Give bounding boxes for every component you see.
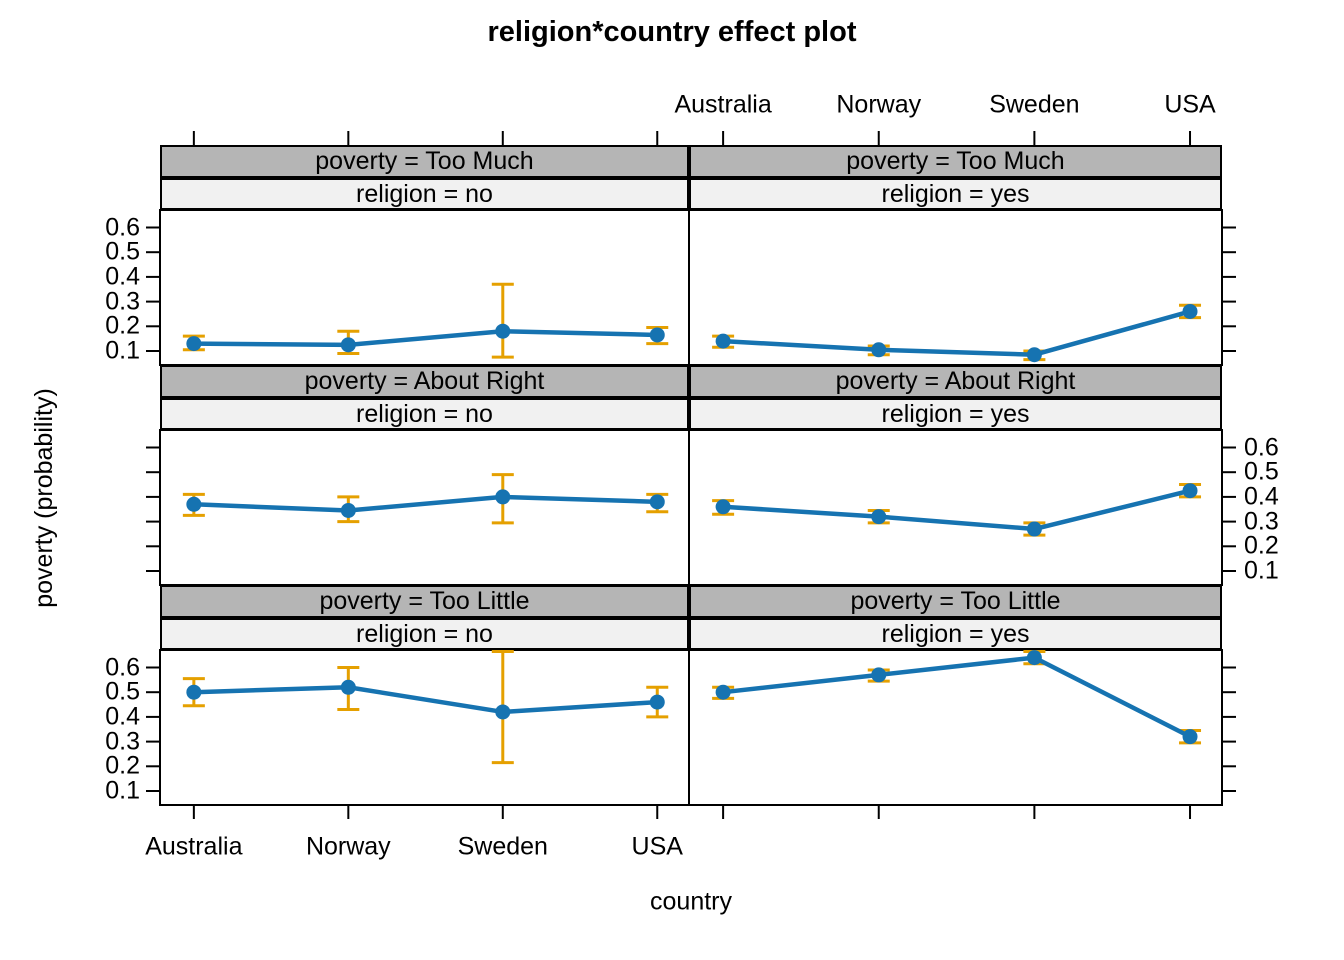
panel-series xyxy=(183,284,668,357)
strip-religion-label: religion = no xyxy=(160,178,689,210)
strip-poverty-label: poverty = Too Much xyxy=(160,145,689,178)
panel-border xyxy=(160,650,689,805)
error-bar xyxy=(492,284,514,357)
y-tick-label: 0.5 xyxy=(1244,457,1279,486)
y-tick-label: 0.2 xyxy=(105,311,140,340)
panel-series xyxy=(712,304,1201,362)
data-point xyxy=(650,494,665,509)
y-tick-label: 0.2 xyxy=(1244,531,1279,560)
y-tick-label: 0.4 xyxy=(1244,482,1279,511)
x-tick-label-top: Sweden xyxy=(989,90,1080,119)
strip-religion-label: religion = yes xyxy=(689,618,1222,650)
x-tick-label-top: Australia xyxy=(674,90,772,119)
panel-border xyxy=(689,650,1222,805)
data-point xyxy=(495,324,510,339)
panel-series xyxy=(712,650,1201,744)
strip-poverty-label: poverty = Too Little xyxy=(160,585,689,618)
panel-series xyxy=(183,651,668,762)
data-point xyxy=(716,499,731,514)
y-tick-label: 0.6 xyxy=(105,213,140,241)
data-point xyxy=(1027,650,1042,665)
x-axis-title: country xyxy=(650,887,732,916)
y-tick-label: 0.5 xyxy=(105,677,140,706)
panel-series xyxy=(712,483,1201,536)
x-tick-label-top: Norway xyxy=(836,90,922,119)
y-tick-label: 0.3 xyxy=(1244,507,1279,536)
data-point xyxy=(1183,483,1198,498)
strip-religion-label: religion = no xyxy=(160,618,689,650)
y-tick-label: 0.3 xyxy=(105,727,140,756)
trend-line xyxy=(723,311,1190,354)
panel-series xyxy=(183,475,668,523)
trend-line xyxy=(723,491,1190,529)
y-tick-label: 0.1 xyxy=(105,776,140,805)
y-tick-label: 0.4 xyxy=(105,702,140,731)
data-point xyxy=(1027,522,1042,537)
data-point xyxy=(1183,729,1198,744)
y-tick-label: 0.2 xyxy=(105,751,140,780)
x-tick-label-bottom: Norway xyxy=(305,832,391,861)
data-point xyxy=(871,342,886,357)
data-point xyxy=(650,327,665,342)
strip-religion-label: religion = no xyxy=(160,398,689,430)
trend-line xyxy=(194,331,657,345)
y-tick-label: 0.1 xyxy=(1244,556,1279,585)
trend-line xyxy=(194,687,657,712)
y-tick-label: 0.5 xyxy=(105,237,140,266)
trend-line xyxy=(723,658,1190,737)
data-point xyxy=(186,336,201,351)
strip-poverty-label: poverty = About Right xyxy=(689,365,1222,398)
y-tick-label: 0.6 xyxy=(105,653,140,681)
data-point xyxy=(716,334,731,349)
y-tick-label: 0.6 xyxy=(1244,433,1279,461)
strip-poverty-label: poverty = Too Much xyxy=(689,145,1222,178)
data-point xyxy=(495,704,510,719)
trend-line xyxy=(194,497,657,511)
data-point xyxy=(1183,304,1198,319)
strip-religion-label: religion = yes xyxy=(689,178,1222,210)
data-point xyxy=(716,685,731,700)
chart-title: religion*country effect plot xyxy=(487,16,857,48)
strip-poverty-label: poverty = Too Little xyxy=(689,585,1222,618)
data-point xyxy=(341,337,356,352)
data-point xyxy=(186,685,201,700)
data-point xyxy=(341,680,356,695)
data-point xyxy=(341,503,356,518)
strip-poverty-label: poverty = About Right xyxy=(160,365,689,398)
data-point xyxy=(871,509,886,524)
x-tick-label-bottom: USA xyxy=(631,832,683,861)
data-point xyxy=(871,667,886,682)
x-tick-label-top: USA xyxy=(1164,90,1216,119)
data-point xyxy=(495,489,510,504)
data-point xyxy=(186,497,201,512)
y-axis-title: poverty (probability) xyxy=(30,388,58,608)
data-point xyxy=(650,695,665,710)
x-tick-label-bottom: Sweden xyxy=(457,832,548,861)
strip-religion-label: religion = yes xyxy=(689,398,1222,430)
y-tick-label: 0.3 xyxy=(105,287,140,316)
x-tick-label-bottom: Australia xyxy=(145,832,243,861)
data-point xyxy=(1027,347,1042,362)
y-tick-label: 0.4 xyxy=(105,262,140,291)
y-tick-label: 0.1 xyxy=(105,336,140,365)
